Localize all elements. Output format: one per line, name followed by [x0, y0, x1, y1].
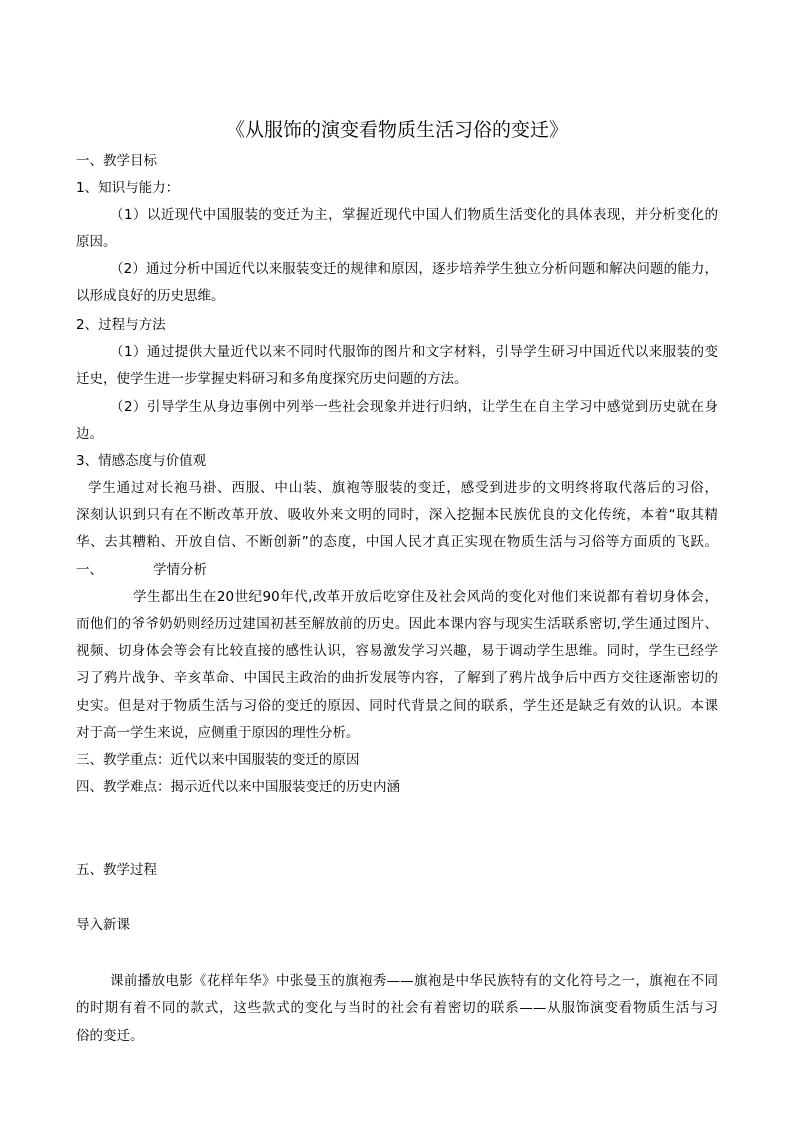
paragraph-line: 学生都出生在20世纪90年代,改革开放后吃穿住及社会风尚的变化对他们来说都有着切身体会， [133, 589, 718, 605]
section-heading-analysis [76, 557, 718, 584]
paragraph-line: 习了鸦片战争、辛亥革命、中国民主政治的曲折发展等内容，了解到了鸦片战争后中西方交往逐渐密切的 [76, 670, 718, 686]
paragraph-line: （1）以近现代中国服装的变迁为主，掌握近现代中国人们物质生活变化的具体表现，并分析变化的 [110, 207, 718, 223]
paragraph-line: 课前播放电影《花样年华》中张曼玉的旗袍秀——旗袍是中华民族特有的文化符号之一，旗袍在不同 [110, 973, 718, 989]
subsection-heading-intro: 导入新课 [76, 917, 130, 933]
paragraph-line: 视频、切身体会等会有比较直接的感性认识，容易激发学习兴趣，易于调动学生思维。同时，学生已经学 [76, 643, 718, 659]
paragraph-line: 边。 [76, 426, 103, 442]
paragraph-line: 迁史，使学生进一步掌握史料研习和多角度探究历史问题的方法。 [76, 371, 468, 387]
paragraph-line: 史实。但是对于物质生活与习俗的变迁的原因、同时代背景之间的联系，学生还是缺乏有效的认识。本课 [76, 698, 718, 714]
section-heading-process: 五、教学过程 [76, 862, 157, 878]
paragraph-line: （2）引导学生从身边事例中列举一些社会现象并进行归纳，让学生在自主学习中感觉到历史就在身 [110, 399, 718, 415]
section-title: 学情分析 [153, 562, 207, 578]
subsection-heading-values: 3、情感态度与价值观 [76, 453, 207, 469]
paragraph-line: （1）通过提供大量近代以来不同时代服饰的图片和文字材料，引导学生研习中国近代以来服装的变 [110, 344, 718, 360]
section-heading-objectives: 一、教学目标 [76, 153, 157, 169]
paragraph-line: 华、去其糟粕、开放自信、不断创新”的态度，中国人民才真正实现在物质生活与习俗等方面质的飞跃。 [76, 534, 718, 550]
document-title: 《从服饰的演变看物质生活习俗的变迁》 [225, 119, 568, 141]
paragraph-line: 对于高一学生来说，应侧重于原因的理性分析。 [76, 725, 360, 741]
paragraph-line: 而他们的爷爷奶奶则经历过建国初甚至解放前的历史。因此本课内容与现实生活联系密切,学生通过图片、 [76, 616, 718, 632]
paragraph-line: 学生通过对长袍马褂、西服、中山装、旗袍等服装的变迁，感受到进步的文明终将取代落后的习俗， [88, 480, 718, 496]
paragraph-line: 俗的变迁。 [76, 1028, 144, 1044]
subsection-heading-knowledge: 1、知识与能力： [76, 180, 180, 196]
section-heading-key-point: 三、教学重点：近代以来中国服装的变迁的原因 [76, 752, 360, 768]
paragraph-line: 以形成良好的历史思维。 [76, 288, 225, 304]
paragraph-line: 原因。 [76, 234, 117, 250]
section-heading-difficulty: 四、教学难点：揭示近代以来中国服装变迁的历史内涵 [76, 779, 400, 795]
subsection-heading-process: 2、过程与方法 [76, 317, 166, 333]
section-number: 一、 [76, 562, 103, 578]
paragraph-line: 深刻认识到只有在不断改革开放、吸收外来文明的同时，深入挖掘本民族优良的文化传统，本着“取其精 [76, 507, 718, 523]
paragraph-line: （2）通过分析中国近代以来服装变迁的规律和原因，逐步培养学生独立分析问题和解决问题的能力， [110, 261, 718, 277]
paragraph-line: 的时期有着不同的款式，这些款式的变化与当时的社会有着密切的联系——从服饰演变看物质生活与习 [76, 1000, 718, 1016]
